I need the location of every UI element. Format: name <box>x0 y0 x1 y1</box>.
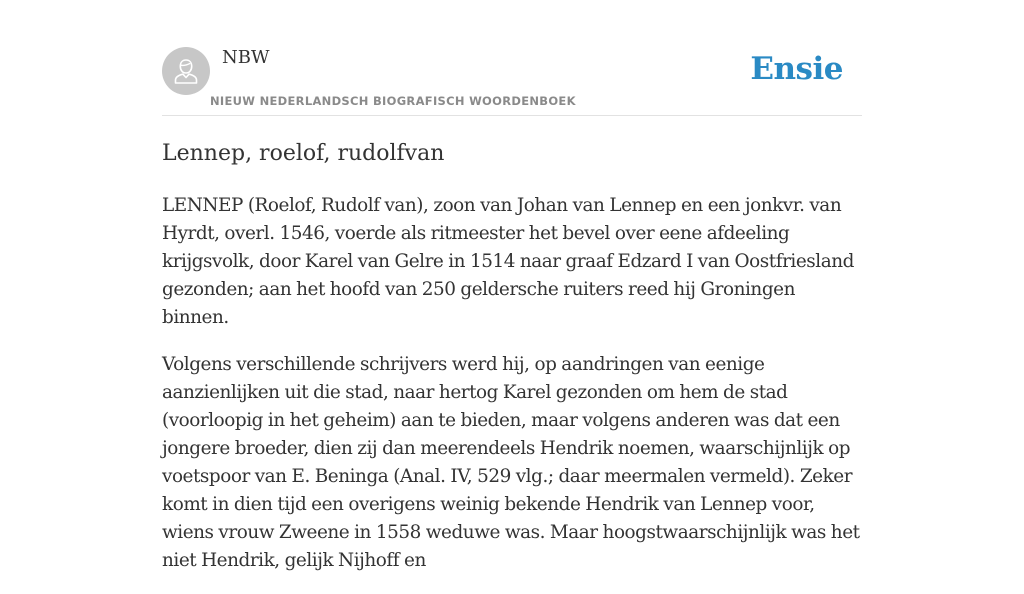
ensie-logo[interactable]: Ensie <box>750 51 843 87</box>
header <box>162 0 862 116</box>
page-title: Lennep, roelof, rudolfvan <box>162 141 445 166</box>
author-avatar[interactable] <box>162 47 210 95</box>
page-container <box>162 0 862 571</box>
article-paragraph: Volgens verschillende schrijvers werd hij, op aandringen van eenige aanzienlijken uit die stad, naar hertog Karel gezonden om hem de stad (voorloopig in het geheim) aan te bieden, maar volgens anderen was dat een jongere broeder, dien zij dan meerendeels Hendrik noemen, waarschijnlijk op voetspoor van E. Beninga (Anal. IV, 529 vlg.; daar meermalen vermeld). Zeker komt in dien tijd een overigens weinig bekende Hendrik van Lennep voor, wiens vrouw Zweene in 1558 weduwe was. Maar hoogstwaarschijnlijk was het niet Hendrik, gelijk Nijhoff en <box>162 354 860 571</box>
author-subtitle: NIEUW NEDERLANDSCH BIOGRAFISCH WOORDENBOEK <box>210 94 576 108</box>
article-body <box>162 192 862 594</box>
user-icon <box>173 57 199 85</box>
article-paragraph: LENNEP (Roelof, Rudolf van), zoon van Johan van Lennep en een jonkvr. van Hyrdt, overl. 1546, voerde als ritmeester het bevel over eene afdeeling krijgsvolk, door Karel van Gelre in 1514 naar graaf Edzard I van Oostfriesland gezonden; aan het hoofd van 250 geldersche ruiters reed hij Groningen binnen. <box>162 195 854 328</box>
author-name[interactable]: NBW <box>222 47 270 68</box>
